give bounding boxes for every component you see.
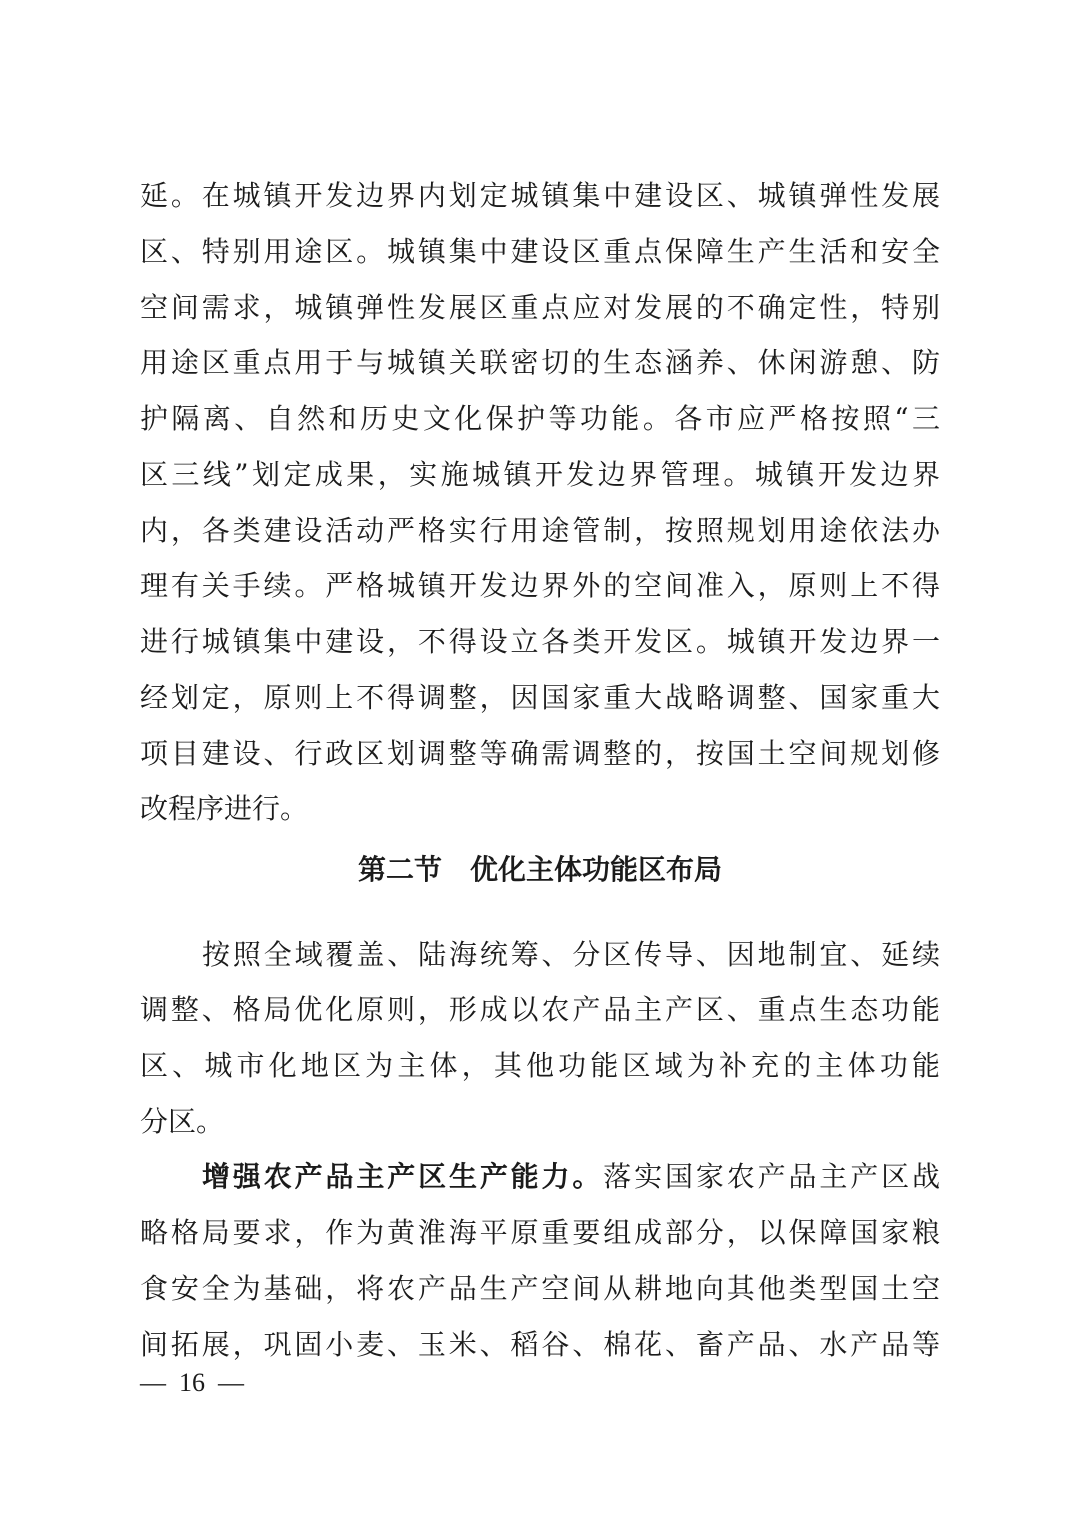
page-number: — 16 — (140, 1368, 244, 1397)
paragraph-line: 间拓展，巩固小麦、玉米、稻谷、棉花、畜产品、水产品等 (140, 1328, 940, 1361)
paragraph-line: 内，各类建设活动严格实行用途管制，按照规划用途依法办 (140, 514, 940, 547)
paragraph-line: 改程序进行。 (140, 792, 309, 825)
paragraph-line: 分区。 (140, 1105, 225, 1138)
paragraph-line: 进行城镇集中建设，不得设立各类开发区。城镇开发边界一 (140, 625, 940, 658)
paragraph-line: 按照全域覆盖、陆海统筹、分区传导、因地制宜、延续 (202, 938, 940, 971)
paragraph-line: 用途区重点用于与城镇关联密切的生态涵养、休闲游憩、防 (140, 346, 940, 379)
paragraph-line (202, 1157, 940, 1197)
paragraph-line: 经划定，原则上不得调整，因国家重大战略调整、国家重大 (140, 681, 940, 714)
paragraph-line: 区、特别用途区。城镇集中建设区重点保障生产生活和安全 (140, 235, 940, 268)
paragraph-line: 项目建设、行政区划调整等确需调整的，按国土空间规划修 (140, 737, 940, 770)
paragraph-line: 理有关手续。严格城镇开发边界外的空间准入，原则上不得 (140, 569, 940, 602)
paragraph-line: 延。在城镇开发边界内划定城镇集中建设区、城镇弹性发展 (140, 179, 940, 212)
bold-lead-text: 增强农产品主产区生产能力。 (202, 1160, 604, 1193)
paragraph-line: 空间需求，城镇弹性发展区重点应对发展的不确定性，特别 (140, 291, 940, 324)
paragraph-line: 略格局要求，作为黄淮海平原重要组成部分，以保障国家粮 (140, 1216, 940, 1249)
paragraph-line-rest: 落实国家农产品主产区战 (603, 1160, 940, 1193)
paragraph-line: 区、城市化地区为主体，其他功能区域为补充的主体功能 (140, 1049, 940, 1082)
section-heading: 第二节 优化主体功能区布局 (357, 853, 722, 886)
paragraph-line: 调整、格局优化原则，形成以农产品主产区、重点生态功能 (140, 993, 940, 1026)
paragraph-line: 食安全为基础，将农产品生产空间从耕地向其他类型国土空 (140, 1272, 940, 1305)
paragraph-line: 区三线”划定成果，实施城镇开发边界管理。城镇开发边界 (140, 458, 940, 491)
paragraph-line: 护隔离、自然和历史文化保护等功能。各市应严格按照“三 (140, 402, 940, 435)
